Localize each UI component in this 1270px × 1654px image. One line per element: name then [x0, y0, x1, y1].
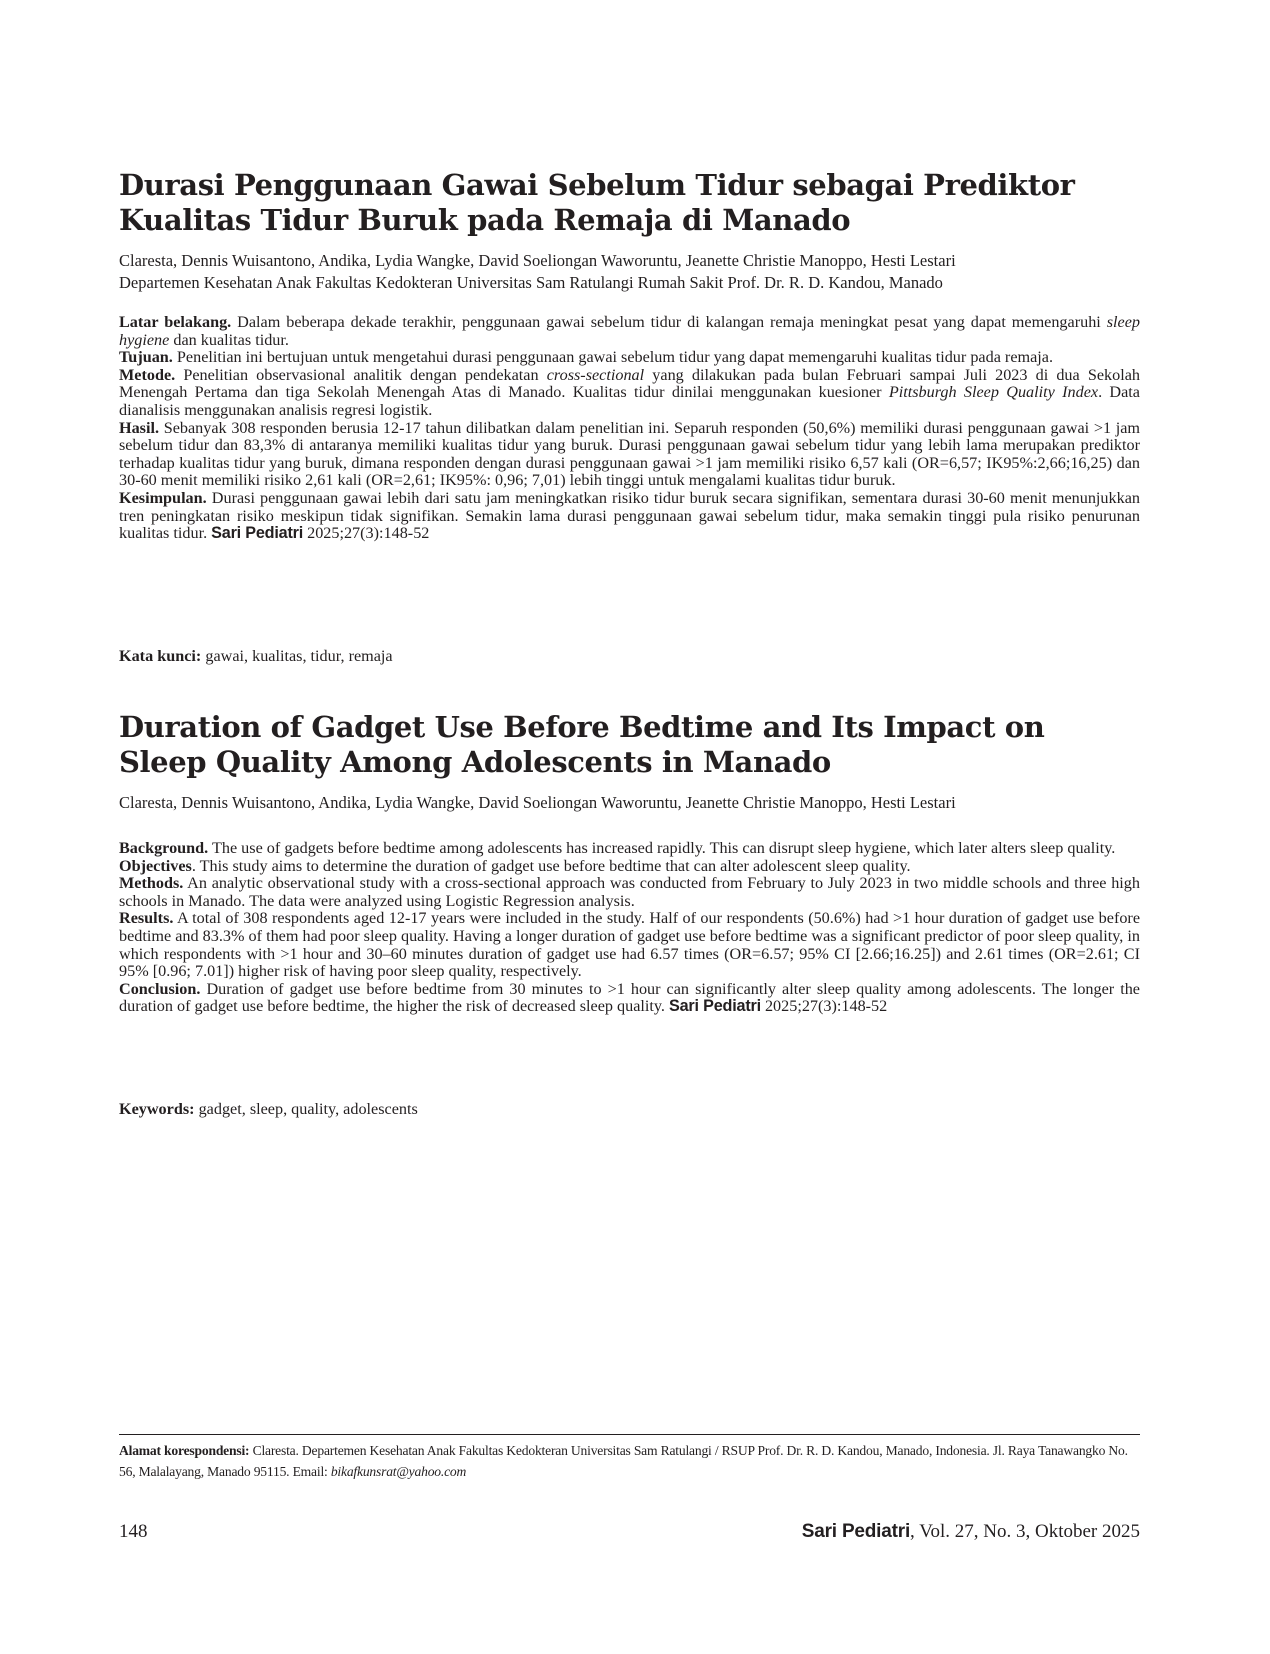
correspondence-note [119, 1440, 1140, 1482]
correspondence-label: Alamat korespondensi: [119, 1443, 250, 1458]
kesimpulan-label: Kesimpulan. [119, 488, 207, 507]
indonesian-title: Durasi Penggunaan Gawai Sebelum Tidur sebagai Prediktor Kualitas Tidur Buruk pada Remaja di Manado [119, 168, 1075, 237]
conclusion-text: Duration of gadget use before bedtime from 30 minutes to >1 hour can significantly alter sleep quality among adolescents. The longer the duration of gadget use before bedtime, the higher the risk of decreased sleep quality. [119, 979, 1140, 1016]
conclusion-label: Conclusion. [119, 979, 201, 998]
tujuan-label: Tujuan. [119, 348, 173, 367]
journal-name: Sari Pediatri [669, 997, 761, 1016]
indonesian-authors-block [119, 250, 1139, 294]
abstract-background [119, 840, 1140, 858]
abstract-metode [119, 367, 1140, 420]
objectives-text: . This study aims to determine the duration of gadget use before bedtime that can alter adolescent sleep quality. [191, 856, 911, 875]
footer-journal: Sari Pediatri [801, 1521, 911, 1542]
abstract-latar-belakang [119, 314, 1140, 349]
results-text: A total of 308 respondents aged 12-17 years were included in the study. Half of our respondents (50.6%) had >1 hour duration of gadget use before bedtime and 83.3% of them had poor sleep quality. Having a longer duration of gadget use before bedtime was a significant predictor of poor sleep quality, in which respondents with >1 hour and 30–60 minutes duration of gadget use had 6.57 times (OR=6.57; 95% CI [2.66;16.25]) and 2.61 times (OR=2.61; CI 95% [0.96; 7.01]) higher risk of having poor sleep quality, respectively. [119, 909, 1140, 981]
footer-issue: , Vol. 27, No. 3, Oktober 2025 [910, 1521, 1140, 1542]
running-footer [802, 1521, 1140, 1543]
latar-italic: sleep hygiene [119, 313, 1140, 349]
abstract-kesimpulan [119, 490, 1140, 543]
metode-italic-1: cross-sectional [546, 365, 645, 384]
metode-text-1: Penelitian observasional analitik dengan pendekatan [175, 365, 547, 384]
abstract-objectives [119, 858, 1140, 876]
keywords-label: Kata kunci: [119, 647, 202, 665]
footnote-divider [119, 1434, 1140, 1435]
background-label: Background. [119, 839, 209, 857]
hasil-text: Sebanyak 308 responden berusia 12-17 tahun dilibatkan dalam penelitian ini. Separuh responden (50,6%) memiliki durasi penggunaan gawai >1 jam sebelum tidur dan 83,3% di antaranya memiliki kualitas tidur yang buruk. Durasi penggunaan gawai sebelum tidur yang lebih lama merupakan prediktor terhadap kualitas tidur yang buruk, dimana responden dengan durasi penggunaan gawai >1 jam memiliki risiko 6,57 kali (OR=6,57; IK95%:2,66;16,25) dan 30-60 menit memiliki risiko 2,61 kali (OR=2,61; IK95%: 0,96; 7,01) lebih tinggi untuk mengalami kualitas tidur buruk. [119, 418, 1140, 490]
journal-name: Sari Pediatri [211, 524, 304, 543]
keywords-text: gawai, kualitas, tidur, remaja [201, 647, 393, 665]
objectives-label: Objectives [119, 856, 192, 875]
hasil-label: Hasil. [119, 418, 160, 437]
abstract-hasil [119, 420, 1140, 490]
metode-italic-2: Pittsburgh Sleep Quality Index [888, 383, 1099, 402]
abstract-results [119, 910, 1140, 980]
metode-text-3: . Data dianalisis menggunakan analisis regresi logistik. [119, 383, 1140, 419]
metode-label: Metode. [119, 365, 176, 384]
methods-label: Methods. [119, 874, 184, 893]
latar-text-2: dan kualitas tidur. [169, 330, 289, 349]
english-abstract [119, 840, 1140, 1016]
english-keywords [119, 1100, 1139, 1119]
indonesian-authors: Claresta, Dennis Wuisantono, Andika, Lydia Wangke, David Soeliongan Waworuntu, Jeanette Christie Manoppo, Hesti Lestari [119, 251, 956, 270]
english-authors: Claresta, Dennis Wuisantono, Andika, Lydia Wangke, David Soeliongan Waworuntu, Jeanette Christie Manoppo, Hesti Lestari [119, 793, 956, 812]
keywords-label: Keywords: [119, 1100, 195, 1118]
indonesian-keywords [119, 647, 1139, 666]
methods-text: An analytic observational study with a cross-sectional approach was conducted from February to July 2023 in two middle schools and three high schools in Manado. The data were analyzed using Logistic Regression analysis. [119, 874, 1140, 910]
correspondence-email[interactable]: bikafkunsrat@yahoo.com [330, 1464, 467, 1479]
indonesian-abstract [119, 314, 1140, 543]
abstract-conclusion [119, 981, 1140, 1016]
keywords-text: gadget, sleep, quality, adolescents [194, 1100, 418, 1118]
background-text: The use of gadgets before bedtime among adolescents has increased rapidly. This can disrupt sleep hygiene, which later alters sleep quality. [208, 839, 1116, 857]
metode-text-2: yang dilakukan pada bulan Februari sampai Juli 2023 di dua Sekolah Menengah Pertama dan tiga Sekolah Menengah Atas di Manado. Kualitas tidur dinilai menggunakan kuesioner [119, 365, 1140, 402]
affiliation: Departemen Kesehatan Anak Fakultas Kedokteran Universitas Sam Ratulangi Rumah Sakit Prof. Dr. R. D. Kandou, Manado [119, 273, 943, 292]
citation: 2025;27(3):148-52 [760, 997, 888, 1016]
citation: 2025;27(3):148-52 [303, 524, 430, 543]
tujuan-text: Penelitian ini bertujuan untuk mengetahui durasi penggunaan gawai sebelum tidur yang dapat memengaruhi kualitas tidur pada remaja. [172, 348, 1054, 367]
english-title: Duration of Gadget Use Before Bedtime and Its Impact on Sleep Quality Among Adolescents in Manado [119, 710, 1045, 779]
results-label: Results. [119, 909, 174, 928]
latar-label: Latar belakang. [119, 313, 232, 331]
abstract-methods [119, 875, 1140, 910]
page-number: 148 [119, 1521, 148, 1542]
kesimpulan-text: Durasi penggunaan gawai lebih dari satu jam meningkatkan risiko tidur buruk secara signifikan, sementara durasi 30-60 menit menunjukkan tren peningkatan risiko meskipun tidak signifikan. Semakin lama durasi penggunaan gawai sebelum tidur, maka semakin tinggi pula risiko penurunan kualitas tidur. [119, 488, 1140, 543]
latar-text-1: Dalam beberapa dekade terakhir, penggunaan gawai sebelum tidur di kalangan remaja meningkat pesat yang dapat memengaruhi [231, 313, 1107, 331]
abstract-tujuan [119, 349, 1140, 367]
correspondence-text: Claresta. Departemen Kesehatan Anak Fakultas Kedokteran Universitas Sam Ratulangi / RSUP Prof. Dr. R. D. Kandou, Manado, Indonesia. Jl. Raya Tanawangko No. 56, Malalayang, Manado 95115. Email: [119, 1443, 1128, 1479]
